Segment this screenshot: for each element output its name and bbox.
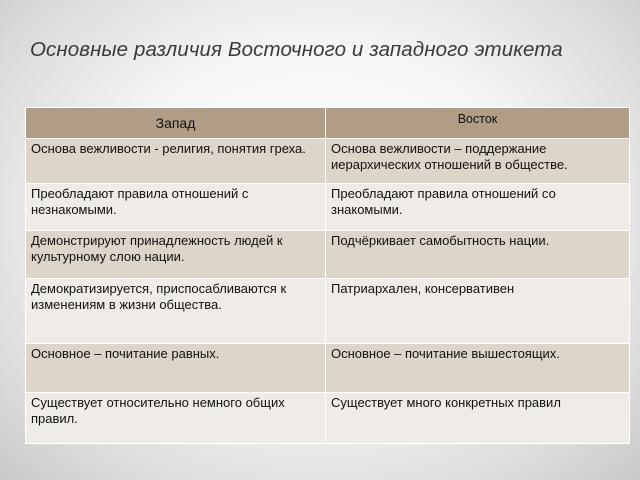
cell-west: Преобладают правила отношений с незнакомыми.: [26, 184, 326, 231]
cell-west: Существует относительно немного общих правил.: [26, 393, 326, 444]
cell-west: Основное – почитание равных.: [26, 344, 326, 393]
cell-east: Основа вежливости – поддержание иерархических отношений в обществе.: [326, 139, 630, 184]
table-row: [26, 231, 630, 279]
cell-west: Демократизируется, приспосабливаются к изменениям в жизни общества.: [26, 279, 326, 344]
comparison-table: [25, 107, 630, 444]
cell-east: Подчёркивает самобытность нации.: [326, 231, 630, 279]
cell-east: Преобладают правила отношений со знакомыми.: [326, 184, 630, 231]
cell-east: Патриархален, консервативен: [326, 279, 630, 344]
header-west: Запад: [26, 108, 326, 139]
table-row: [26, 393, 630, 444]
cell-west: Демонстрируют принадлежность людей к культурному слою нации.: [26, 231, 326, 279]
table-row: [26, 279, 630, 344]
header-east: Восток: [326, 108, 630, 139]
cell-west: Основа вежливости - религия, понятия греха.: [26, 139, 326, 184]
cell-east: Существует много конкретных правил: [326, 393, 630, 444]
table-header-row: [26, 108, 630, 139]
cell-east: Основное – почитание вышестоящих.: [326, 344, 630, 393]
table-row: [26, 344, 630, 393]
table-row: [26, 139, 630, 184]
slide-title: Основные различия Восточного и западного этикета: [30, 38, 563, 61]
table-row: [26, 184, 630, 231]
